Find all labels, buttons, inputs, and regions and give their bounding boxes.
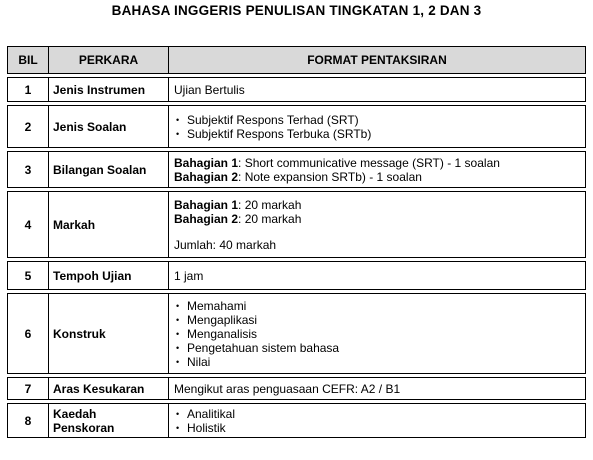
part-line	[174, 170, 585, 184]
row-item: Jenis Instrumen	[49, 78, 169, 102]
row-item: Konstruk	[49, 294, 169, 374]
part-line	[174, 212, 585, 226]
list-item: • Analitikal	[174, 407, 585, 421]
table-row	[8, 78, 586, 102]
bullet-list	[174, 113, 585, 141]
row-number: 7	[8, 378, 49, 400]
row-format	[169, 152, 586, 188]
part-label: Bahagian 2	[174, 169, 239, 184]
list-item: • Subjektif Respons Terhad (SRT)	[174, 113, 585, 127]
list-item: • Holistik	[174, 421, 585, 435]
row-format	[169, 106, 586, 148]
bullet-list	[174, 299, 585, 369]
list-item: • Nilai	[174, 355, 585, 369]
row-number: 2	[8, 106, 49, 148]
row-format: 1 jam	[169, 262, 586, 290]
row-item: Markah	[49, 192, 169, 258]
part-line	[174, 156, 585, 170]
part-label: Bahagian 2	[174, 211, 239, 226]
total-line: Jumlah: 40 markah	[174, 237, 277, 252]
table-row	[8, 378, 586, 400]
row-number: 8	[8, 404, 49, 438]
row-item	[49, 404, 169, 438]
table-header-row	[8, 47, 586, 74]
list-item: • Menganalisis	[174, 327, 585, 341]
row-number: 5	[8, 262, 49, 290]
part-label: Bahagian 1	[174, 197, 239, 212]
row-format	[169, 294, 586, 374]
header-bil: BIL	[8, 47, 49, 74]
table-row	[8, 106, 586, 148]
table-row	[8, 294, 586, 374]
bullet-list	[174, 407, 585, 435]
list-item: • Memahami	[174, 299, 585, 313]
row-item: Bilangan Soalan	[49, 152, 169, 188]
row-number: 1	[8, 78, 49, 102]
table-row	[8, 262, 586, 290]
row-format	[169, 404, 586, 438]
row-format	[169, 192, 586, 258]
row-item: Jenis Soalan	[49, 106, 169, 148]
part-text: : 20 markah	[238, 197, 302, 212]
row-number: 4	[8, 192, 49, 258]
part-line	[174, 198, 585, 212]
table-row	[8, 404, 586, 438]
row-item: Tempoh Ujian	[49, 262, 169, 290]
row-item-line: Kaedah	[53, 406, 97, 421]
list-item: • Subjektif Respons Terbuka (SRTb)	[174, 127, 585, 141]
table-row	[8, 192, 586, 258]
part-text: : Note expansion SRTb) - 1 soalan	[238, 169, 422, 184]
row-format: Mengikut aras penguasaan CEFR: A2 / B1	[169, 378, 586, 400]
page-title: BAHASA INGGERIS PENULISAN TINGKATAN 1, 2 DAN 3	[111, 3, 482, 18]
list-item: • Mengaplikasi	[174, 313, 585, 327]
assessment-format-table	[7, 46, 586, 438]
header-perkara: PERKARA	[49, 47, 169, 74]
part-text: : 20 markah	[238, 211, 302, 226]
header-format: FORMAT PENTAKSIRAN	[169, 47, 586, 74]
row-number: 6	[8, 294, 49, 374]
row-format: Ujian Bertulis	[169, 78, 586, 102]
part-label: Bahagian 1	[174, 155, 239, 170]
row-item-line: Penskoran	[53, 420, 115, 435]
table-row	[8, 152, 586, 188]
row-number: 3	[8, 152, 49, 188]
part-text: : Short communicative message (SRT) - 1 soalan	[238, 155, 500, 170]
row-item: Aras Kesukaran	[49, 378, 169, 400]
list-item: • Pengetahuan sistem bahasa	[174, 341, 585, 355]
